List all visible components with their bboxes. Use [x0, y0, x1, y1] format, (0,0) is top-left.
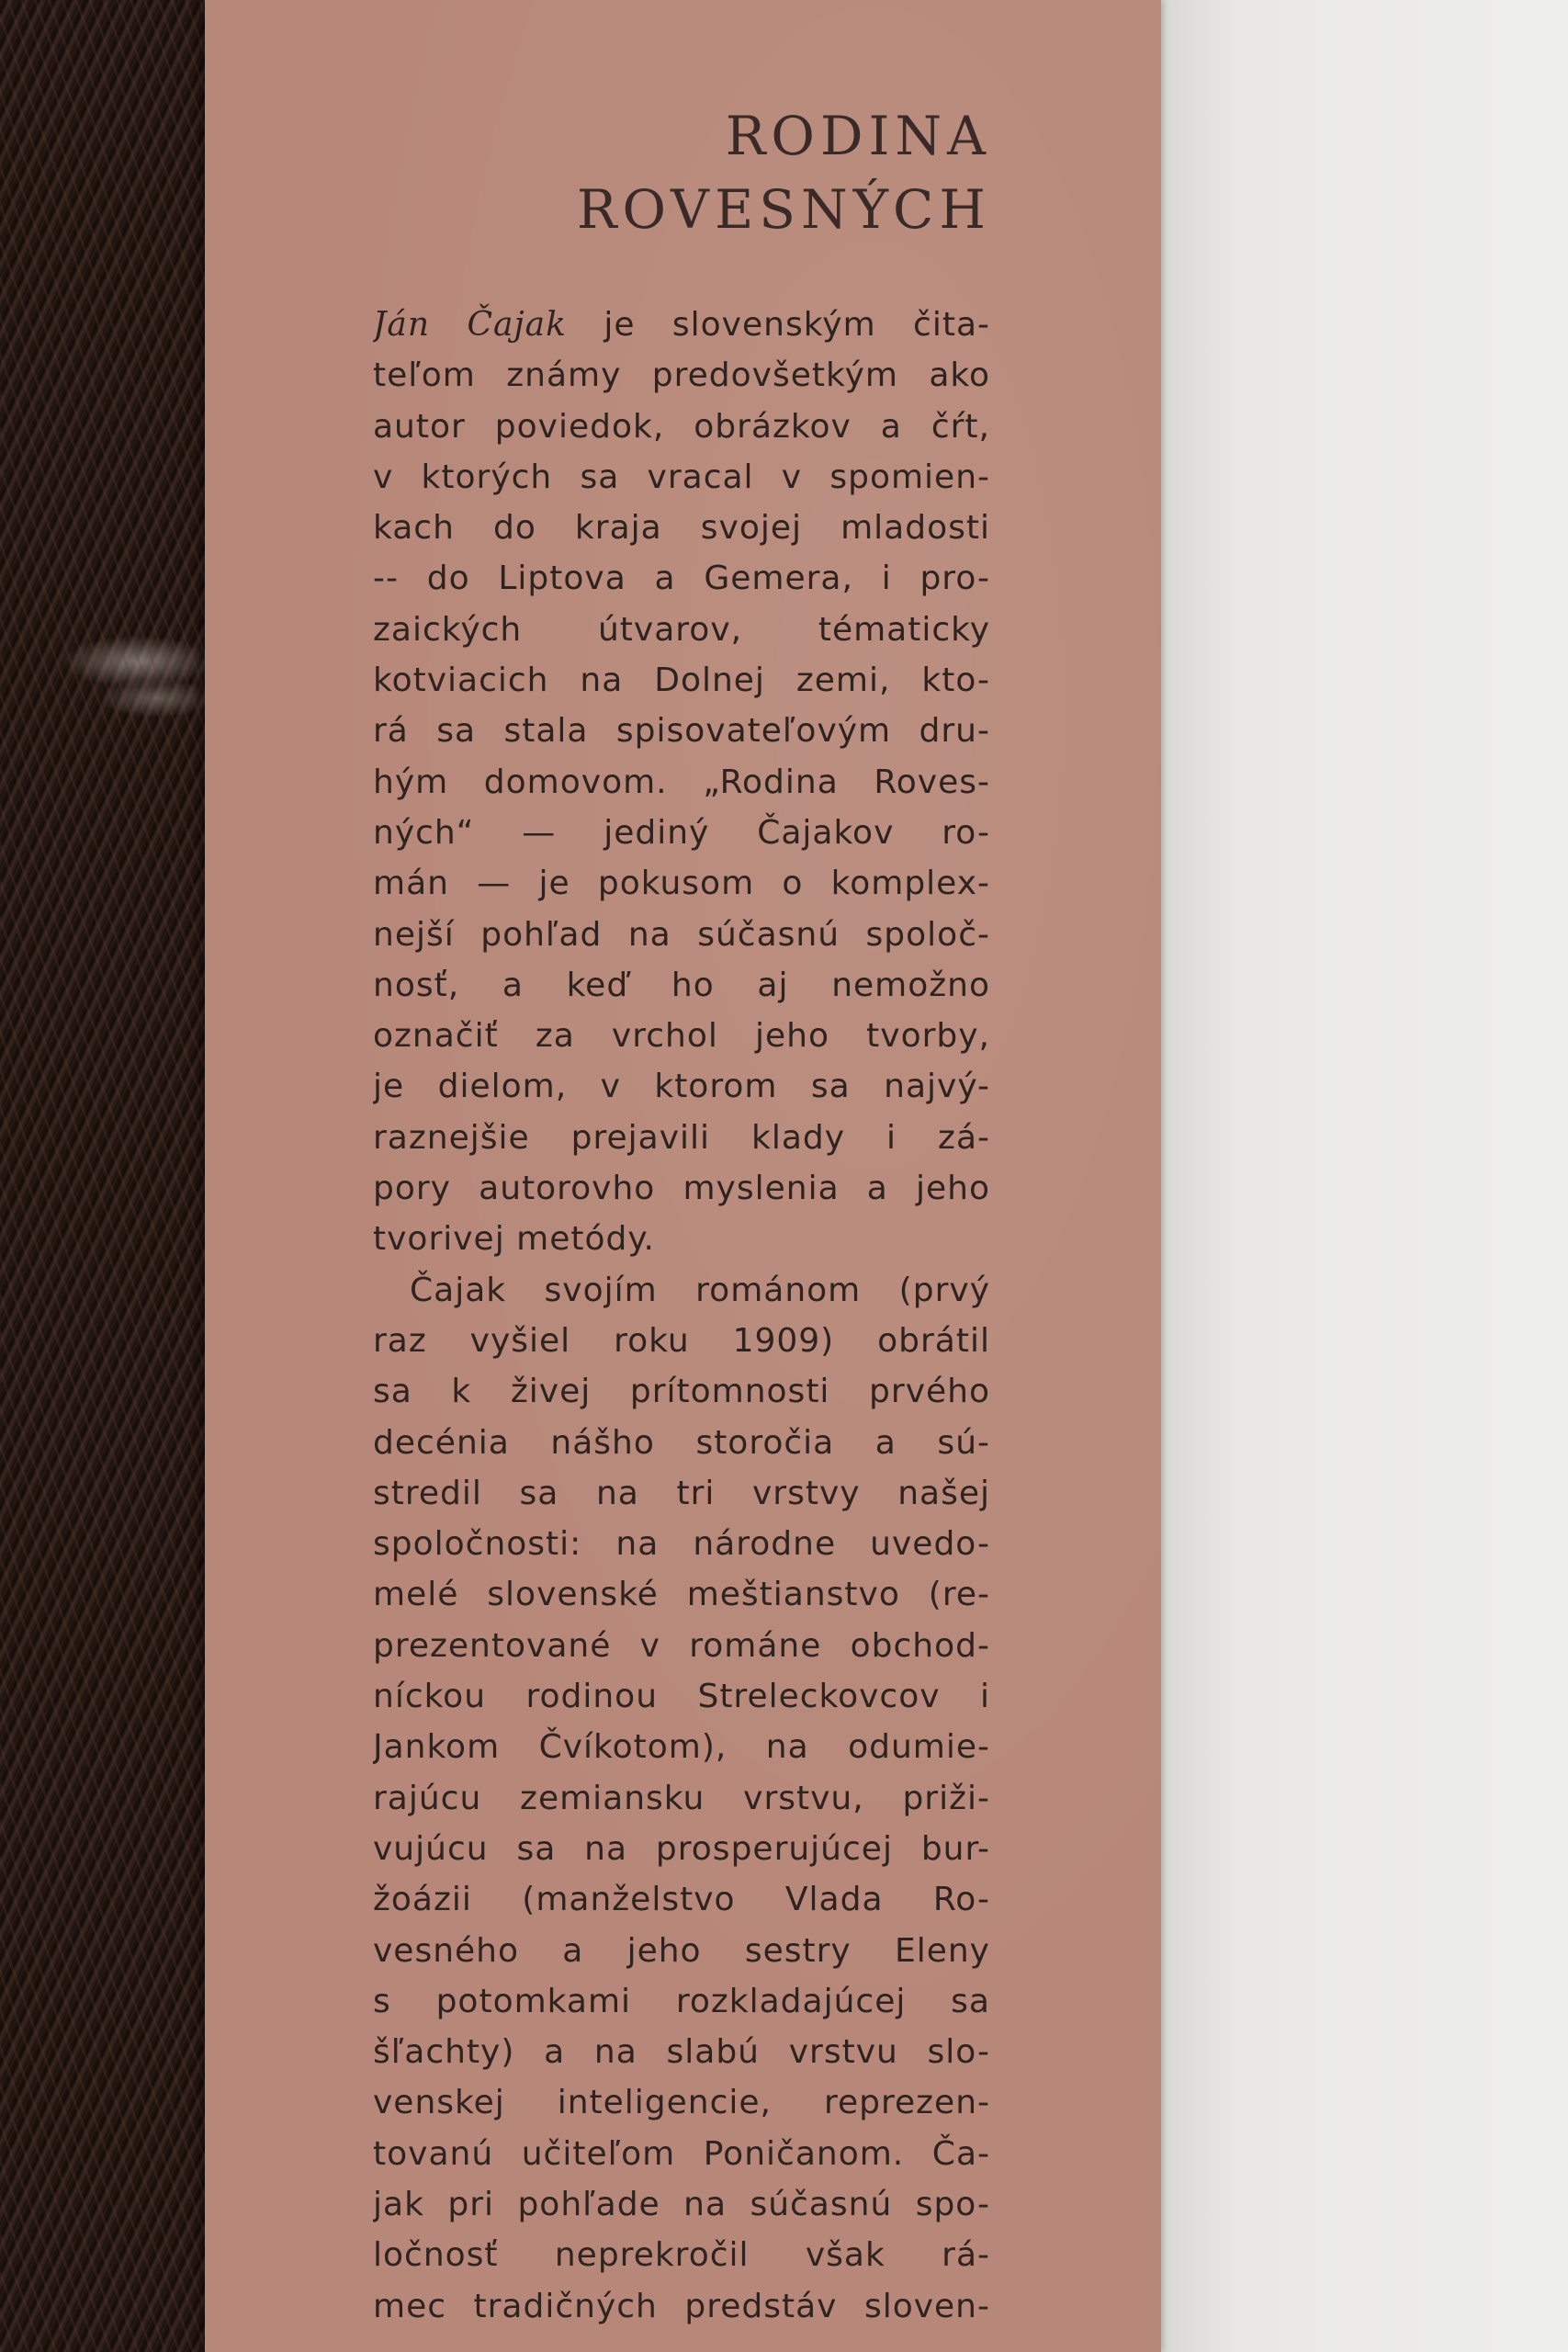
book-title	[577, 99, 991, 246]
title-line-1: RODINA	[725, 105, 991, 167]
text-line: Čajak svojím románom (prvý	[410, 1271, 990, 1309]
text-line: autor poviedok, obrázkov a čŕt,	[373, 407, 990, 446]
text-line: vujúcu sa na prosperujúcej bur-	[373, 1829, 990, 1868]
text-line: tovanú učiteľom Poničanom. Ča-	[373, 2134, 990, 2173]
book-jacket-flap	[205, 0, 1161, 2352]
fur-background	[0, 0, 208, 2352]
text-line: prezentované v románe obchod-	[373, 1626, 990, 1665]
text-line: ných“ — jediný Čajakov ro-	[373, 813, 990, 852]
text-line: žoázii (manželstvo Vlada Ro-	[373, 1881, 990, 1919]
text-line: kotviacich na Dolnej zemi, kto-	[373, 662, 990, 700]
text-line: melé slovenské meštianstvo (re-	[373, 1576, 990, 1614]
text-line: ločnosť neprekročil však rá-	[373, 2236, 990, 2275]
text-line: v ktorých sa vracal v spomien-	[373, 458, 990, 496]
text-line: venskej inteligencie, reprezen-	[373, 2084, 990, 2122]
text-line: s potomkami rozkladajúcej sa	[373, 1982, 990, 2020]
blurb-text	[373, 300, 990, 2332]
first-line-text: je slovenským čita-	[604, 306, 990, 344]
text-line: spoločnosti: na národne uvedo-	[373, 1525, 990, 1564]
text-line: rajúcu zemiansku vrstvu, priži-	[373, 1779, 990, 1817]
text-line: teľom známy predovšetkým ako	[373, 356, 990, 395]
text-line: nosť, a keď ho aj nemožno	[373, 966, 990, 1004]
text-line: je dielom, v ktorom sa najvý-	[373, 1068, 990, 1106]
text-line: decénia nášho storočia a sú-	[373, 1423, 990, 1462]
text-line: sa k živej prítomnosti prvého	[373, 1373, 990, 1411]
text-line: pory autorovho myslenia a jeho	[373, 1170, 990, 1208]
text-line: tvorivej metódy.	[373, 1220, 655, 1259]
text-line: rá sa stala spisovateľovým dru-	[373, 712, 990, 751]
text-line: raznejšie prejavili klady i zá-	[373, 1118, 990, 1157]
text-line: níckou rodinou Streleckovcov i	[373, 1678, 990, 1716]
text-line: mán — je pokusom o komplex-	[373, 865, 990, 903]
text-line: kach do kraja svojej mladosti	[373, 509, 990, 548]
text-line: raz vyšiel roku 1909) obrátil	[373, 1321, 990, 1360]
author-name: Ján Čajak	[373, 306, 567, 344]
text-line	[373, 300, 990, 350]
text-line: Jankom Čvíkotom), na odumie-	[373, 1728, 990, 1767]
text-line: zaických útvarov, tématicky	[373, 610, 990, 649]
paper-background	[1159, 0, 1568, 2352]
text-line: označiť za vrchol jeho tvorby,	[373, 1017, 990, 1056]
text-line: stredil sa na tri vrstvy našej	[373, 1474, 990, 1512]
text-line: -- do Liptova a Gemera, i pro-	[373, 560, 990, 598]
text-line: hým domovom. „Rodina Roves-	[373, 763, 990, 801]
text-line: jak pri pohľade na súčasnú spo-	[373, 2185, 990, 2223]
text-line: vesného a jeho sestry Eleny	[373, 1931, 990, 1970]
text-line: nejší pohľad na súčasnú spoloč-	[373, 915, 990, 954]
text-line: šľachty) a na slabú vrstvu slo-	[373, 2033, 990, 2072]
text-line: mec tradičných predstáv sloven-	[373, 2287, 990, 2325]
title-line-2: ROVESNÝCH	[576, 178, 991, 241]
